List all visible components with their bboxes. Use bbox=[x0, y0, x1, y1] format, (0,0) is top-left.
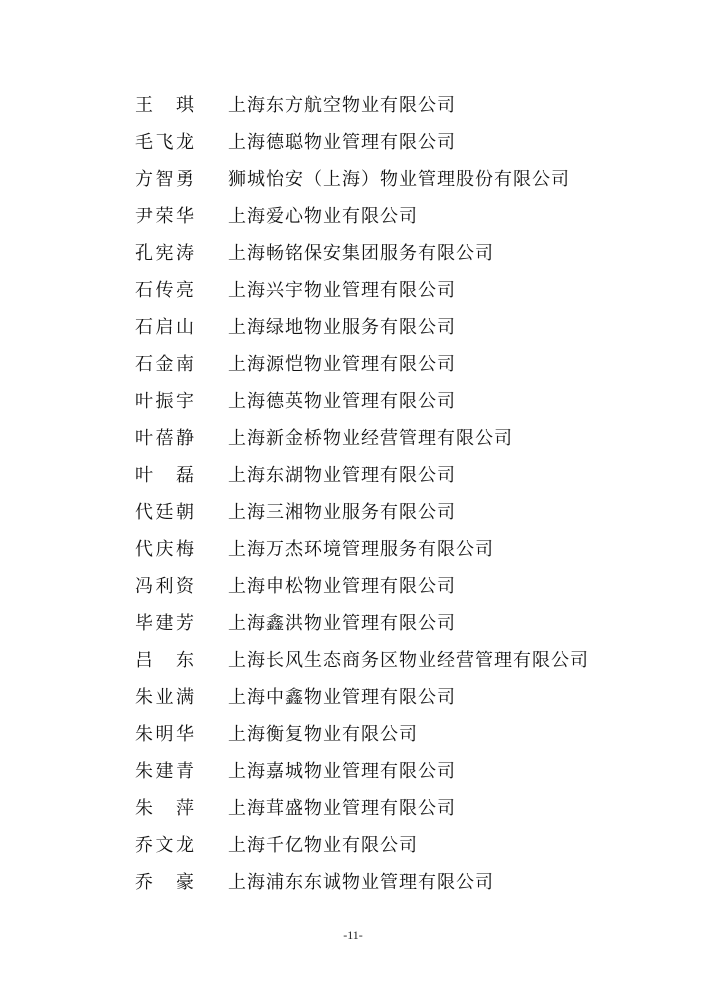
company-name: 上海申松物业管理有限公司 bbox=[228, 575, 456, 597]
person-name: 叶 磊 bbox=[135, 464, 195, 486]
company-name: 上海兴宇物业管理有限公司 bbox=[228, 279, 456, 301]
company-name: 上海浦东东诚物业管理有限公司 bbox=[228, 871, 494, 893]
person-name: 石启山 bbox=[135, 316, 195, 338]
person-name: 尹荣华 bbox=[135, 205, 195, 227]
company-name: 上海新金桥物业经营管理有限公司 bbox=[228, 427, 513, 449]
person-name: 朱建青 bbox=[135, 760, 195, 782]
company-name: 上海东湖物业管理有限公司 bbox=[228, 464, 456, 486]
person-name: 方智勇 bbox=[135, 168, 195, 190]
company-name: 上海畅铭保安集团服务有限公司 bbox=[228, 242, 494, 264]
person-name: 毛飞龙 bbox=[135, 131, 195, 153]
list-item bbox=[135, 492, 675, 529]
person-name: 孔宪涛 bbox=[135, 242, 195, 264]
company-name: 上海长风生态商务区物业经营管理有限公司 bbox=[228, 649, 589, 671]
list-item bbox=[135, 529, 675, 566]
person-name: 吕 东 bbox=[135, 649, 195, 671]
person-name: 叶蓓静 bbox=[135, 427, 195, 449]
list-item bbox=[135, 307, 675, 344]
list-item bbox=[135, 344, 675, 381]
company-name: 上海三湘物业服务有限公司 bbox=[228, 501, 456, 523]
name-company-list bbox=[135, 85, 675, 899]
company-name: 上海衡复物业有限公司 bbox=[228, 723, 418, 745]
list-item bbox=[135, 122, 675, 159]
list-item bbox=[135, 418, 675, 455]
list-item bbox=[135, 677, 675, 714]
list-item bbox=[135, 862, 675, 899]
list-item bbox=[135, 566, 675, 603]
company-name: 狮城怡安（上海）物业管理股份有限公司 bbox=[228, 168, 570, 190]
company-name: 上海源恺物业管理有限公司 bbox=[228, 353, 456, 375]
person-name: 乔文龙 bbox=[135, 834, 195, 856]
person-name: 乔 豪 bbox=[135, 871, 195, 893]
list-item bbox=[135, 85, 675, 122]
company-name: 上海东方航空物业有限公司 bbox=[228, 94, 456, 116]
person-name: 王 琪 bbox=[135, 94, 195, 116]
list-item bbox=[135, 603, 675, 640]
company-name: 上海茸盛物业管理有限公司 bbox=[228, 797, 456, 819]
person-name: 毕建芳 bbox=[135, 612, 195, 634]
person-name: 朱业满 bbox=[135, 686, 195, 708]
list-item bbox=[135, 788, 675, 825]
list-item bbox=[135, 825, 675, 862]
list-item bbox=[135, 381, 675, 418]
company-name: 上海中鑫物业管理有限公司 bbox=[228, 686, 456, 708]
person-name: 冯利资 bbox=[135, 575, 195, 597]
person-name: 石金南 bbox=[135, 353, 195, 375]
list-item bbox=[135, 270, 675, 307]
list-item bbox=[135, 233, 675, 270]
company-name: 上海爱心物业有限公司 bbox=[228, 205, 418, 227]
person-name: 石传亮 bbox=[135, 279, 195, 301]
company-name: 上海千亿物业有限公司 bbox=[228, 834, 418, 856]
company-name: 上海鑫洪物业管理有限公司 bbox=[228, 612, 456, 634]
list-item bbox=[135, 455, 675, 492]
person-name: 朱明华 bbox=[135, 723, 195, 745]
person-name: 代庆梅 bbox=[135, 538, 195, 560]
company-name: 上海德聪物业管理有限公司 bbox=[228, 131, 456, 153]
list-item bbox=[135, 640, 675, 677]
person-name: 代廷朝 bbox=[135, 501, 195, 523]
list-item bbox=[135, 751, 675, 788]
company-name: 上海万杰环境管理服务有限公司 bbox=[228, 538, 494, 560]
company-name: 上海德英物业管理有限公司 bbox=[228, 390, 456, 412]
list-item bbox=[135, 714, 675, 751]
list-item bbox=[135, 159, 675, 196]
list-item bbox=[135, 196, 675, 233]
company-name: 上海绿地物业服务有限公司 bbox=[228, 316, 456, 338]
person-name: 叶振宇 bbox=[135, 390, 195, 412]
person-name: 朱 萍 bbox=[135, 797, 195, 819]
company-name: 上海嘉城物业管理有限公司 bbox=[228, 760, 456, 782]
page-number: -11- bbox=[343, 928, 363, 942]
